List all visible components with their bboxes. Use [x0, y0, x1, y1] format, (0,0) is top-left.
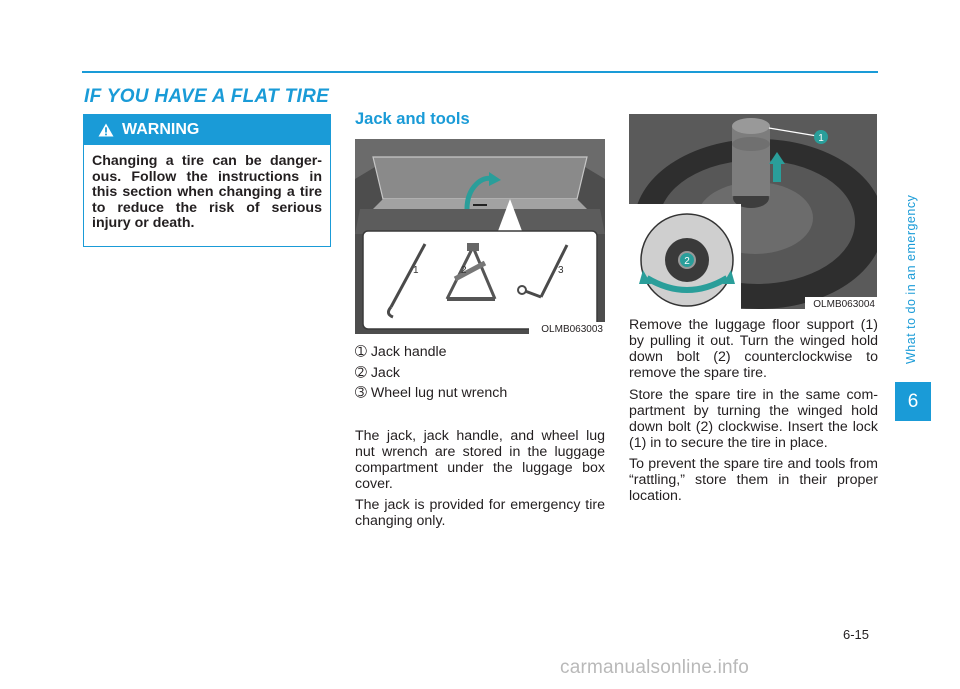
top-rule	[82, 71, 878, 73]
callout-spare-1: 1	[818, 133, 824, 144]
jack-tools-heading: Jack and tools	[355, 110, 470, 128]
chapter-number-tab: 6	[895, 382, 931, 421]
spare-tire-illustration	[629, 114, 877, 309]
page-number: 6-15	[843, 627, 870, 642]
tool-list	[355, 344, 507, 406]
callout-2: 2	[461, 265, 467, 276]
watermark: carmanualsonline.info	[560, 657, 750, 678]
luggage-compartment-illustration	[355, 139, 605, 334]
list-item: ➀ Jack handle	[355, 344, 447, 360]
rattling-paragraph: To prevent the spare tire and tools from “rattling,” store them in their proper location.	[629, 456, 878, 504]
section-title: IF YOU HAVE A FLAT TIRE	[84, 86, 330, 107]
jack-tools-figure	[355, 139, 605, 334]
list-item: ➂ Wheel lug nut wrench	[355, 385, 508, 401]
chapter-side-title: What to do in an emergency	[904, 194, 918, 364]
callout-3: 3	[558, 265, 564, 276]
figure-code-2: OLMB063004	[813, 299, 875, 309]
spare-tire-figure	[629, 114, 877, 309]
warning-triangle-icon	[98, 123, 114, 137]
jack-use-paragraph: The jack is provided for emergency tire changing only.	[355, 497, 605, 529]
jack-storage-paragraph: The jack, jack handle, and wheel lug nut wrench are stored in the luggage compartment under the luggage box cover.	[355, 428, 605, 492]
warning-title: WARNING	[122, 121, 200, 138]
figure-code-1: OLMB063003	[541, 324, 603, 334]
warning-box	[83, 114, 331, 247]
remove-spare-paragraph: Remove the luggage floor support (1) by pulling it out. Turn the winged hold down bolt (2) counterclockwise to remove the spare tire.	[629, 317, 878, 381]
callout-1: 1	[413, 265, 419, 276]
store-spare-paragraph: Store the spare tire in the same com-partment by turning the winged hold down bolt (2) clockwise. Insert the lock (1) in to secure the tire in place.	[629, 387, 878, 451]
warning-header	[84, 115, 330, 145]
callout-spare-2: 2	[684, 256, 690, 267]
warning-text: Changing a tire can be danger-ous. Follow the instructions in this section when changing a tire to reduce the risk of serious injury or death.	[92, 153, 322, 231]
list-item: ➁ Jack	[355, 364, 401, 381]
